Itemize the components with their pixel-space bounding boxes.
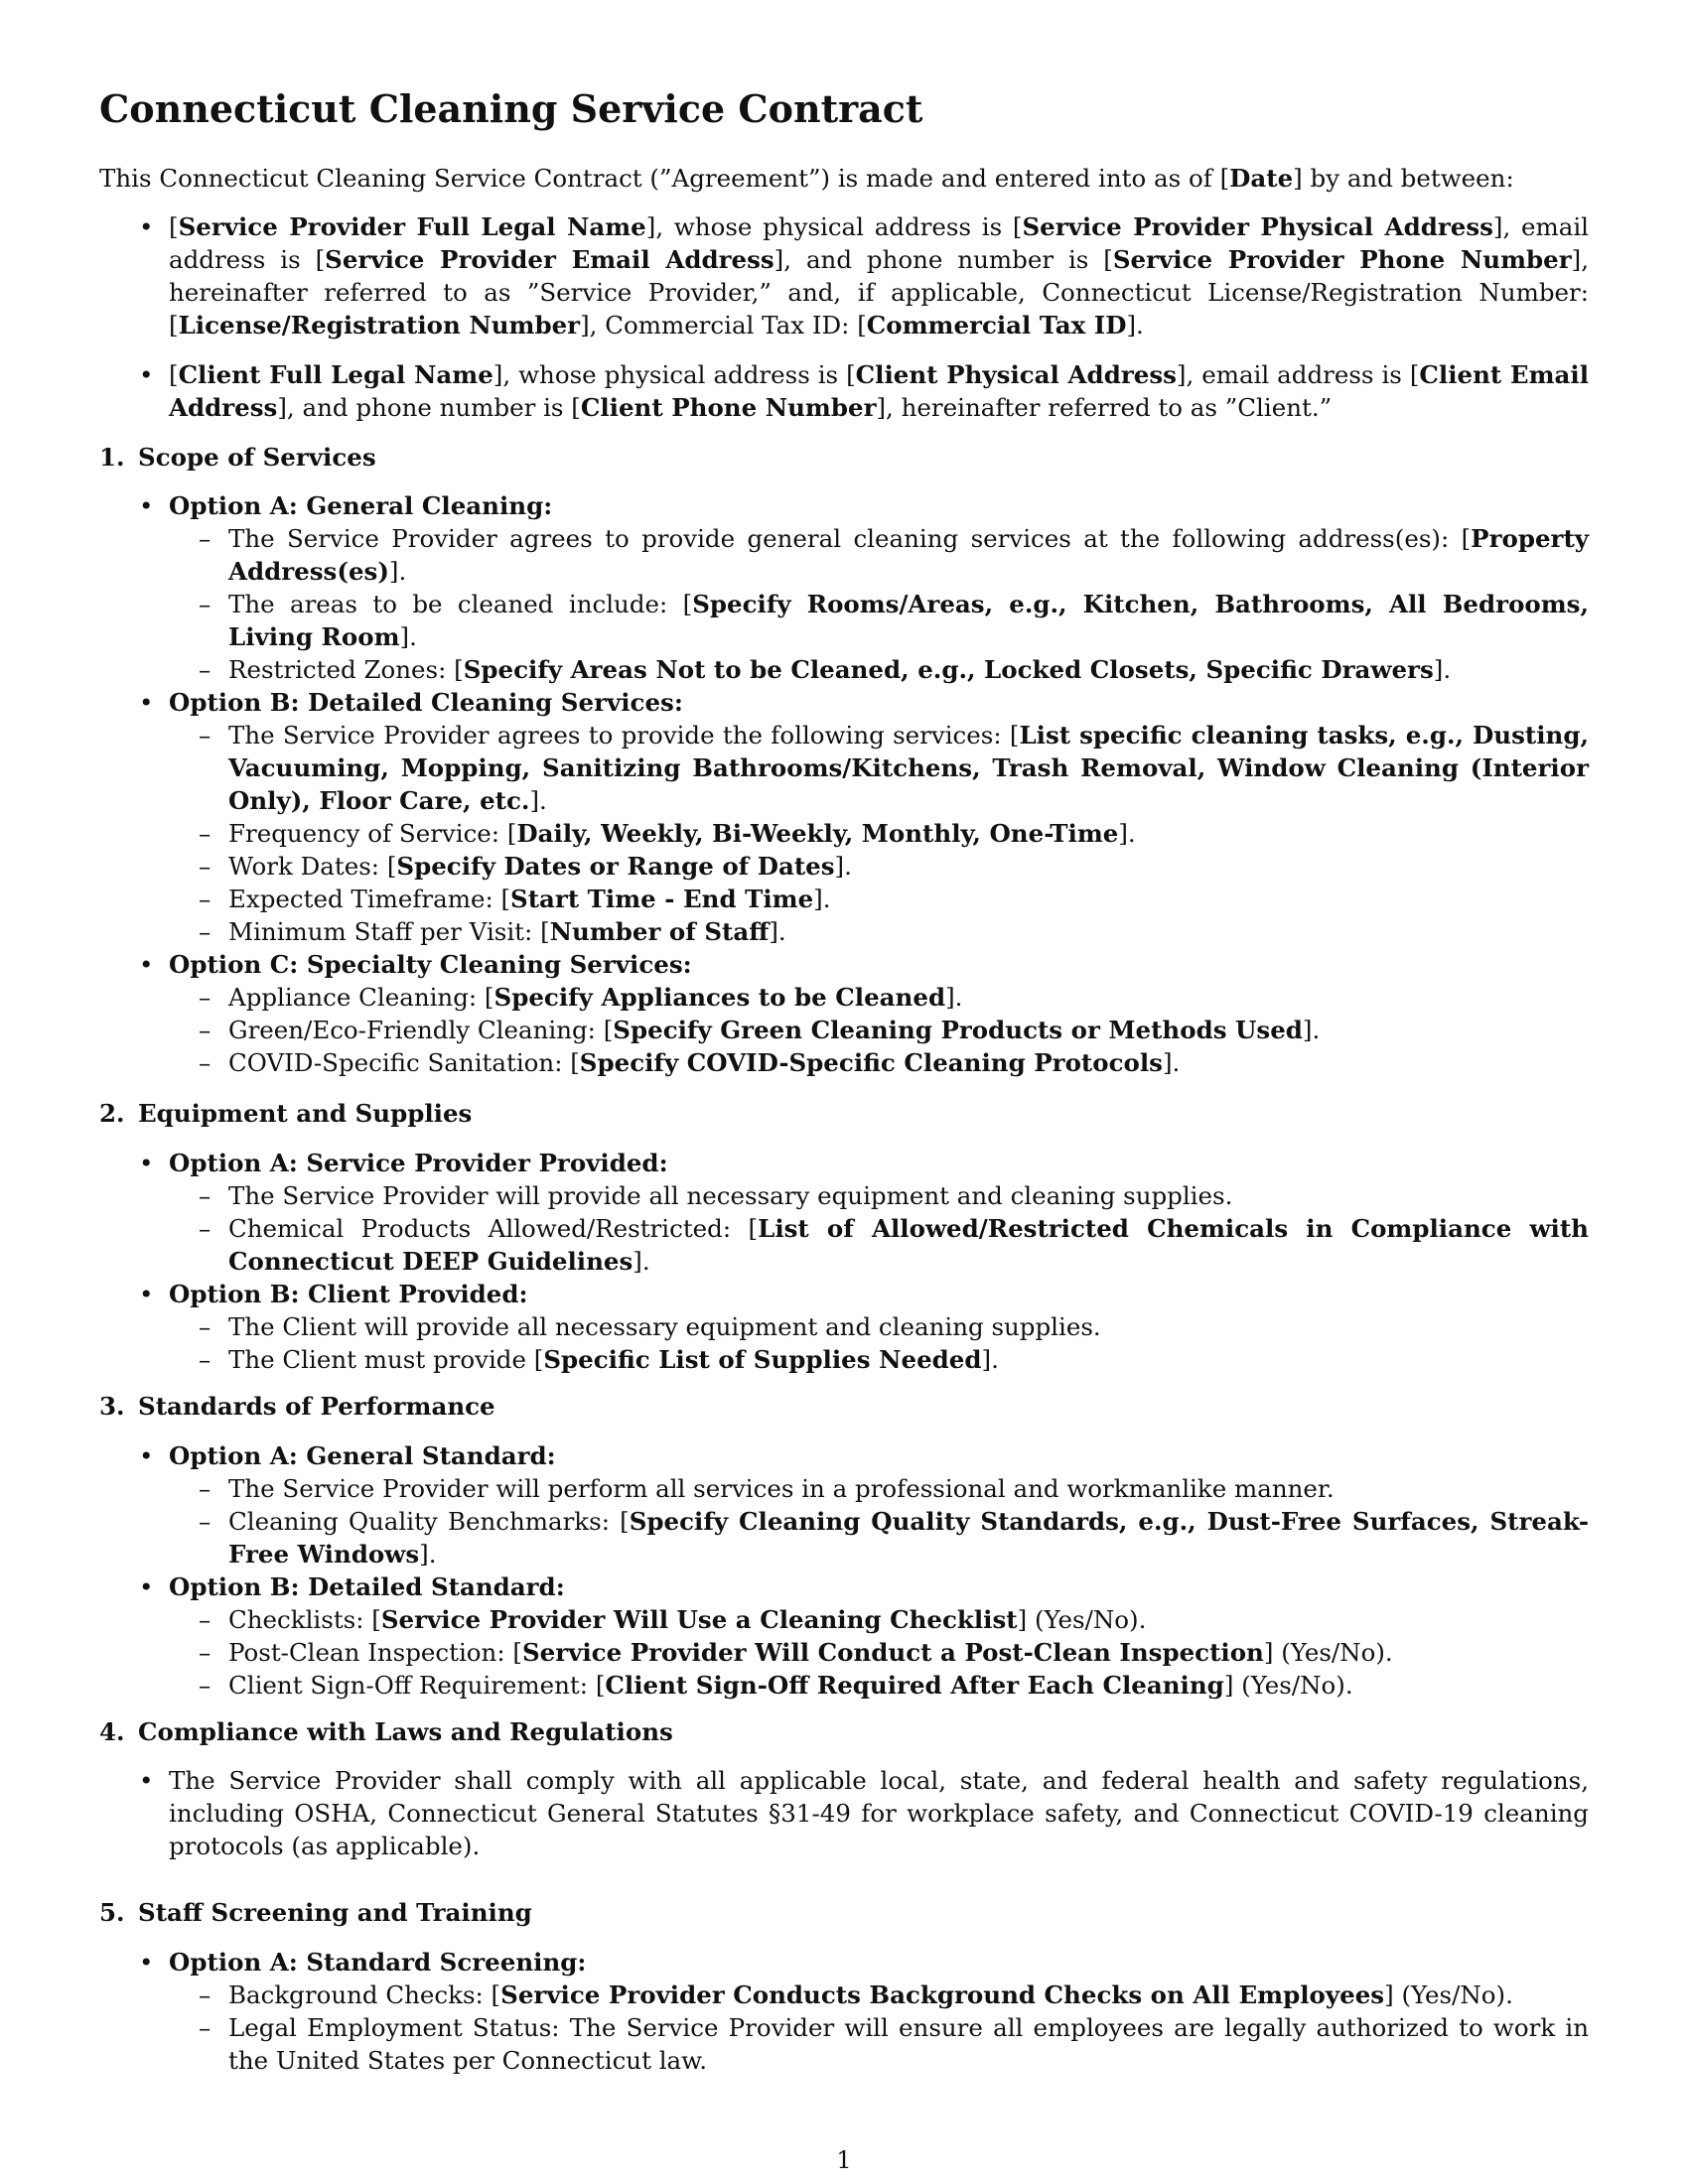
page-title: Connecticut Cleaning Service Contract <box>99 86 923 131</box>
parties-list-client <box>99 358 1589 424</box>
contract-page <box>99 0 1589 2184</box>
intro-paragraph: This Connecticut Cleaning Service Contract (”Agreement”) is made and entered into as of [Date] by and between: <box>99 164 1514 193</box>
list-item: – Minimum Staff per Visit: [Number of Staff]. <box>99 915 1589 948</box>
list-item: – Appliance Cleaning: [Specify Appliances to be Cleaned]. <box>99 981 1589 1014</box>
page-number: 1 <box>836 2146 852 2174</box>
option-label: • Option A: General Standard: <box>99 1439 1589 1472</box>
list-item: – Frequency of Service: [Daily, Weekly, Bi-Weekly, Monthly, One-Time]. <box>99 817 1589 850</box>
list-item: – Work Dates: [Specify Dates or Range of Dates]. <box>99 850 1589 883</box>
list-item: – Checklists: [Service Provider Will Use a Cleaning Checklist] (Yes/No). <box>99 1603 1589 1636</box>
section-3-body <box>99 1439 1589 1702</box>
list-item: – The Client must provide [Specific List of Supplies Needed]. <box>99 1343 1589 1376</box>
option-label: • Option C: Specialty Cleaning Services: <box>99 948 1589 981</box>
list-item: • The Service Provider shall comply with all applicable local, state, and federal health and safety regulations, including OSHA, Connecticut General Statutes §31-49 for workplace safety, and Connecticut COVID-19 cleaning protocols (as applicable). <box>99 1764 1589 1862</box>
option-label: • Option B: Client Provided: <box>99 1278 1589 1310</box>
list-item: – Chemical Products Allowed/Restricted: [List of Allowed/Restricted Chemicals in Compliance with Connecticut DEEP Guidelines]. <box>99 1212 1589 1278</box>
option-label: • Option B: Detailed Standard: <box>99 1570 1589 1603</box>
section-1-body <box>99 489 1589 1079</box>
option-label: • Option A: Standard Screening: <box>99 1946 1589 1979</box>
list-item: – Post-Clean Inspection: [Service Provider Will Conduct a Post-Clean Inspection] (Yes/No). <box>99 1636 1589 1669</box>
list-item: – Legal Employment Status: The Service Provider will ensure all employees are legally authorized to work in the United States per Connecticut law. <box>99 2011 1589 2077</box>
list-item: – Green/Eco-Friendly Cleaning: [Specify Green Cleaning Products or Methods Used]. <box>99 1014 1589 1046</box>
list-item: – The areas to be cleaned include: [Specify Rooms/Areas, e.g., Kitchen, Bathrooms, All Bedrooms, Living Room]. <box>99 588 1589 653</box>
list-item: – The Client will provide all necessary equipment and cleaning supplies. <box>99 1310 1589 1343</box>
parties-list <box>99 210 1589 341</box>
section-2-body <box>99 1147 1589 1376</box>
list-item: – Restricted Zones: [Specify Areas Not to be Cleaned, e.g., Locked Closets, Specific Drawers]. <box>99 653 1589 686</box>
party-service-provider: • [Service Provider Full Legal Name], whose physical address is [Service Provider Physical Address], email address is [Service Provider Email Address], and phone number is [Service Provider Phone Number], hereinafter referred to as ”Service Provider,” and, if applicable, Connecticut License/Registration Number: [License/Registration Number], Commercial Tax ID: [Commercial Tax ID]. <box>99 210 1589 341</box>
section-2-heading: 2. Equipment and Supplies <box>99 1099 473 1128</box>
list-item: – Cleaning Quality Benchmarks: [Specify Cleaning Quality Standards, e.g., Dust-Free Surfaces, Streak-Free Windows]. <box>99 1505 1589 1570</box>
section-4-heading: 4. Compliance with Laws and Regulations <box>99 1717 673 1746</box>
list-item: – Client Sign-Off Requirement: [Client Sign-Off Required After Each Cleaning] (Yes/No). <box>99 1669 1589 1702</box>
section-5-heading: 5. Staff Screening and Training <box>99 1898 532 1927</box>
section-3-heading: 3. Standards of Performance <box>99 1392 495 1421</box>
list-item: – COVID-Specific Sanitation: [Specify COVID-Specific Cleaning Protocols]. <box>99 1046 1589 1079</box>
list-item: – Expected Timeframe: [Start Time - End Time]. <box>99 883 1589 915</box>
option-label: • Option B: Detailed Cleaning Services: <box>99 686 1589 719</box>
date-placeholder: Date <box>1229 164 1294 193</box>
party-client: • [Client Full Legal Name], whose physical address is [Client Physical Address], email address is [Client Email Address], and phone number is [Client Phone Number], hereinafter referred to as ”Client.” <box>99 358 1589 424</box>
list-item: – The Service Provider agrees to provide the following services: [List specific cleaning tasks, e.g., Dusting, Vacuuming, Mopping, Sanitizing Bathrooms/Kitchens, Trash Removal, Window Cleaning (Interior Only), Floor Care, etc.]. <box>99 719 1589 817</box>
list-item: – The Service Provider will perform all services in a professional and workmanlike manner. <box>99 1472 1589 1505</box>
section-5-body <box>99 1946 1589 2077</box>
list-item: – The Service Provider agrees to provide general cleaning services at the following address(es): [Property Address(es)]. <box>99 522 1589 588</box>
option-label: • Option A: Service Provider Provided: <box>99 1147 1589 1179</box>
list-item: – Background Checks: [Service Provider Conducts Background Checks on All Employees] (Yes/No). <box>99 1979 1589 2011</box>
list-item: – The Service Provider will provide all necessary equipment and cleaning supplies. <box>99 1179 1589 1212</box>
option-label: • Option A: General Cleaning: <box>99 489 1589 522</box>
section-1-heading: 1. Scope of Services <box>99 443 376 472</box>
section-4-body <box>99 1764 1589 1862</box>
